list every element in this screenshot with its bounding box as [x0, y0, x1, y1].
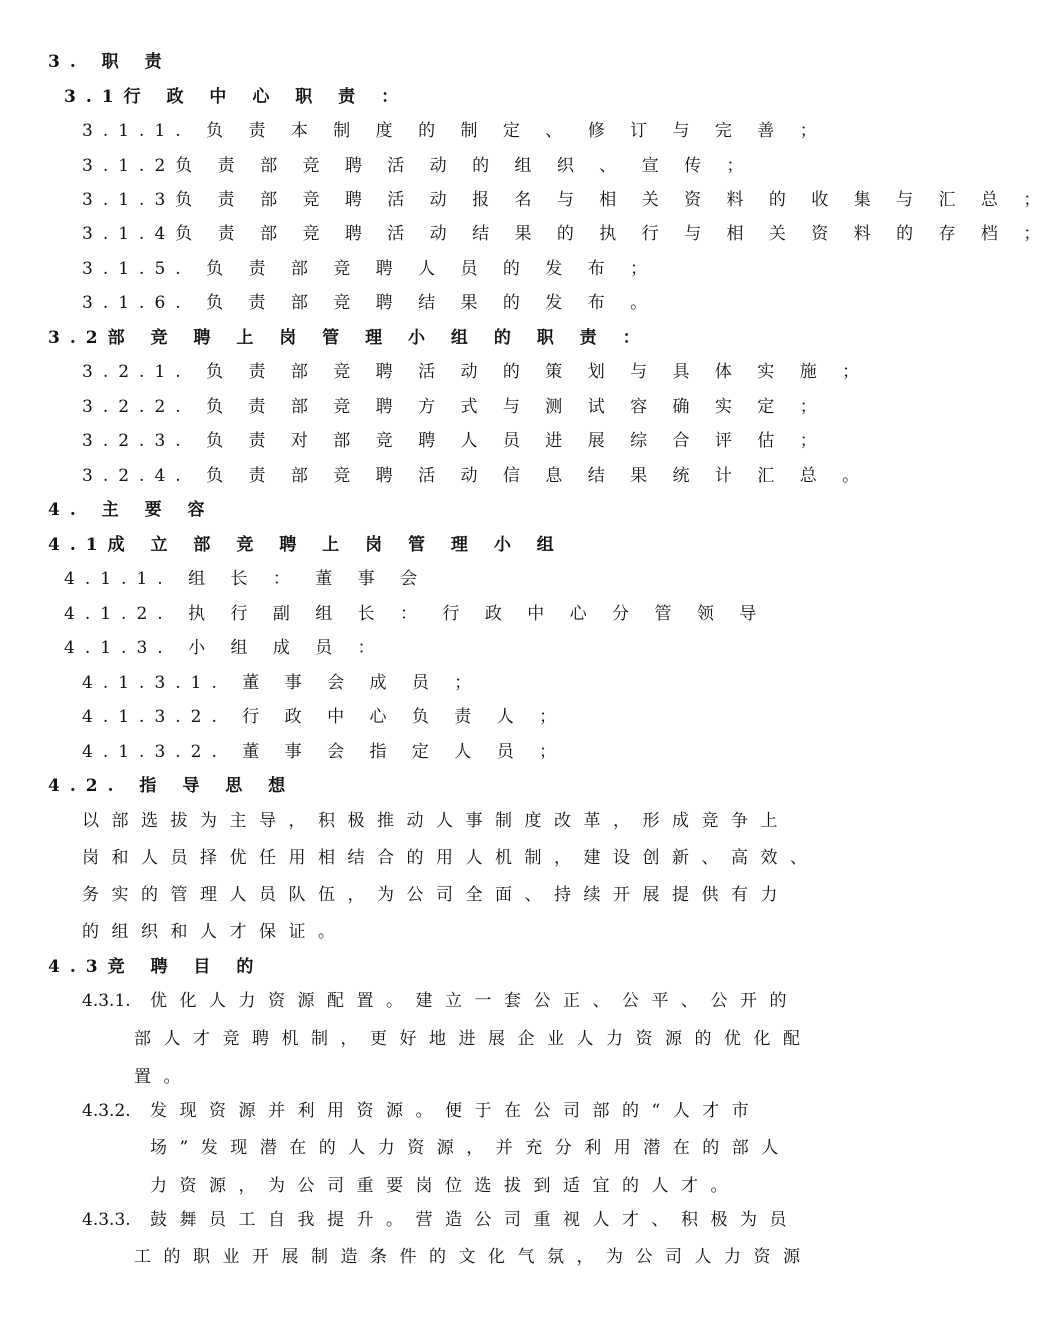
paragraph-line: 发现资源并利用资源。便于在公司部的“人才市 — [150, 1101, 762, 1121]
list-item: 4.1.3.2. 董 事 会 指 定 人 员 ； — [82, 742, 567, 762]
paragraph-line: 部人才竞聘机制，更好地进展企业人力资源的优化配 — [134, 1029, 813, 1049]
section-4-1-heading: 4.1成 立 部 竞 聘 上 岗 管 理 小 组 — [48, 535, 564, 555]
list-item: 4.1.3.2. 行 政 中 心 负 责 人 ； — [82, 707, 567, 727]
paragraph-line: 工的职业开展制造条件的文化气氛，为公司人力资源 — [134, 1247, 813, 1267]
list-item: 4.1.1. 组 长 ： 董 事 会 — [64, 569, 428, 589]
paragraph-line: 力资源，为公司重要岗位选拔到适宜的人才。 — [150, 1176, 740, 1196]
list-item: 3.2.1. 负 责 部 竞 聘 活 动 的 策 划 与 具 体 实 施 ； — [82, 362, 870, 382]
section-4-heading: 4. 主 要 容 — [48, 500, 215, 520]
item-number: 4.3.1. — [82, 991, 131, 1011]
section-3-1-heading: 3.1行 政 中 心 职 责 ： — [64, 87, 409, 107]
list-item: 4.1.2. 执 行 副 组 长 ： 行 政 中 心 分 管 领 导 — [64, 604, 767, 624]
paragraph-line: 的组织和人才保证。 — [82, 922, 348, 942]
section-3-2-heading: 3.2部 竞 聘 上 岗 管 理 小 组 的 职 责 ： — [48, 328, 650, 348]
section-3-heading: 3. 职 责 — [48, 52, 172, 72]
paragraph-line: 置。 — [134, 1067, 193, 1087]
list-item: 3.2.3. 负 责 对 部 竞 聘 人 员 进 展 综 合 评 估 ； — [82, 431, 827, 451]
paragraph-line: 务实的管理人员队伍，为公司全面、持续开展提供有力 — [82, 885, 790, 905]
list-item: 3.1.4负 责 部 竞 聘 活 动 结 果 的 执 行 与 相 关 资 料 的 存 档 ； — [82, 224, 1050, 244]
list-item: 3.2.4. 负 责 部 竞 聘 活 动 信 息 结 果 统 计 汇 总 。 — [82, 466, 870, 486]
section-4-3-heading: 4.3竞 聘 目 的 — [48, 957, 264, 977]
list-item: 4.1.3.1. 董 事 会 成 员 ； — [82, 673, 482, 693]
paragraph-line: 以部选拔为主导，积极推动人事制度改革，形成竞争上 — [82, 811, 790, 831]
list-item: 3.1.6. 负 责 部 竞 聘 结 果 的 发 布 。 — [82, 293, 658, 313]
item-number: 4.3.2. — [82, 1101, 131, 1121]
paragraph-line: 场”发现潜在的人力资源，并充分利用潜在的部人 — [150, 1138, 791, 1158]
list-item: 3.1.5. 负 责 部 竞 聘 人 员 的 发 布 ； — [82, 259, 658, 279]
section-4-2-heading: 4.2. 指 导 思 想 — [48, 776, 296, 796]
list-item: 4.1.3. 小 组 成 员 ： — [64, 638, 385, 658]
list-item: 3.1.1. 负 责 本 制 度 的 制 定 、 修 订 与 完 善 ； — [82, 121, 827, 141]
list-item: 3.1.2负 责 部 竞 聘 活 动 的 组 织 、 宣 传 ； — [82, 156, 754, 176]
paragraph-line: 优化人力资源配置。建立一套公正、公平、公开的 — [150, 991, 799, 1011]
paragraph-line: 岗和人员择优任用相结合的用人机制，建设创新、高效、 — [82, 848, 820, 868]
item-number: 4.3.3. — [82, 1210, 131, 1230]
list-item: 3.2.2. 负 责 部 竞 聘 方 式 与 测 试 容 确 实 定 ； — [82, 397, 827, 417]
list-item: 3.1.3负 责 部 竞 聘 活 动 报 名 与 相 关 资 料 的 收 集 与 汇 总 ； — [82, 190, 1050, 210]
paragraph-line: 鼓舞员工自我提升。营造公司重视人才、积极为员 — [150, 1210, 799, 1230]
